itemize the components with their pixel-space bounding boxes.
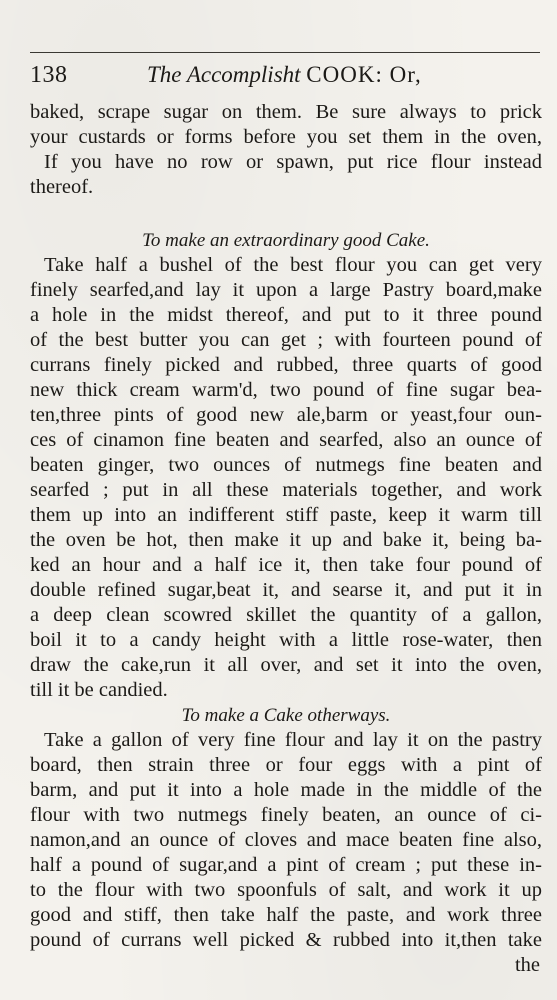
recipe-heading: To make an extraordinary good Cake.: [142, 230, 430, 251]
page-header: [30, 60, 530, 94]
running-title-caps: COOK: Or,: [306, 62, 422, 87]
text-line: flour with two nutmegs finely beaten, an ounce of ci-: [30, 804, 542, 826]
text-line: currans finely picked and rubbed, three quarts of good: [30, 354, 542, 376]
text-line: boil it to a candy height with a little rose-water, then: [30, 629, 542, 651]
text-line: barm, and put it into a hole made in the middle of the: [30, 779, 542, 801]
text-line: ten,three pints of good new ale,barm or yeast,four oun-: [30, 404, 542, 426]
page-number: 138: [30, 62, 68, 88]
recipe-heading: To make a Cake otherways.: [181, 705, 391, 726]
running-title-italic: The Accomplisht: [147, 62, 301, 87]
text-line: thereof.: [30, 176, 94, 198]
text-line: a hole in the midst thereof, and put to it three pound: [30, 304, 542, 326]
running-title: [147, 62, 422, 88]
text-line: draw the cake,run it all over, and set it into the oven,: [30, 654, 542, 676]
text-line: finely searfed,and lay it upon a large Pastry board,make: [30, 279, 542, 301]
text-line: Take half a bushel of the best flour you can get very: [44, 254, 542, 276]
text-line: ces of cinamon fine beaten and searfed, also an ounce of: [30, 429, 542, 451]
body-text: [30, 100, 542, 978]
catchword: the: [514, 954, 540, 976]
text-line: to the flour with two spoonfuls of salt, and work it up: [30, 879, 542, 901]
text-line: ked an hour and a half ice it, then take four pound of: [30, 554, 542, 576]
text-line: a deep clean scowred skillet the quantity of a gallon,: [30, 604, 542, 626]
text-line: beaten ginger, two ounces of nutmegs fine beaten and: [30, 454, 542, 476]
text-line: of the best butter you can get ; with fourteen pound of: [30, 329, 542, 351]
text-line: good and stiff, then take half the paste, and work three: [30, 904, 542, 926]
text-line: double refined sugar,beat it, and searse it, and put it in: [30, 579, 542, 601]
text-line: till it be candied.: [30, 679, 168, 701]
text-line: board, then strain three or four eggs with a pint of: [30, 754, 542, 776]
text-line: If you have no row or spawn, put rice flour instead: [44, 151, 542, 173]
text-line: your custards or forms before you set them in the oven,: [30, 126, 542, 148]
text-line: pound of currans well picked & rubbed into it,then take: [30, 929, 542, 951]
header-rule: [30, 52, 540, 53]
text-line: Take a gallon of very fine flour and lay it on the pastry: [44, 729, 542, 751]
text-line: namon,and an ounce of cloves and mace beaten fine also,: [30, 829, 542, 851]
text-line: them up into an indifferent stiff paste, keep it warm till: [30, 504, 542, 526]
text-line: searfed ; put in all these materials together, and work: [30, 479, 542, 501]
text-line: new thick cream warm'd, two pound of fine sugar bea-: [30, 379, 542, 401]
text-line: half a pound of sugar,and a pint of cream ; put these in-: [30, 854, 542, 876]
paragraph-gap: [30, 200, 542, 228]
text-line: the oven be hot, then make it up and bake it, being ba-: [30, 529, 542, 551]
text-line: baked, scrape sugar on them. Be sure always to prick: [30, 101, 542, 123]
